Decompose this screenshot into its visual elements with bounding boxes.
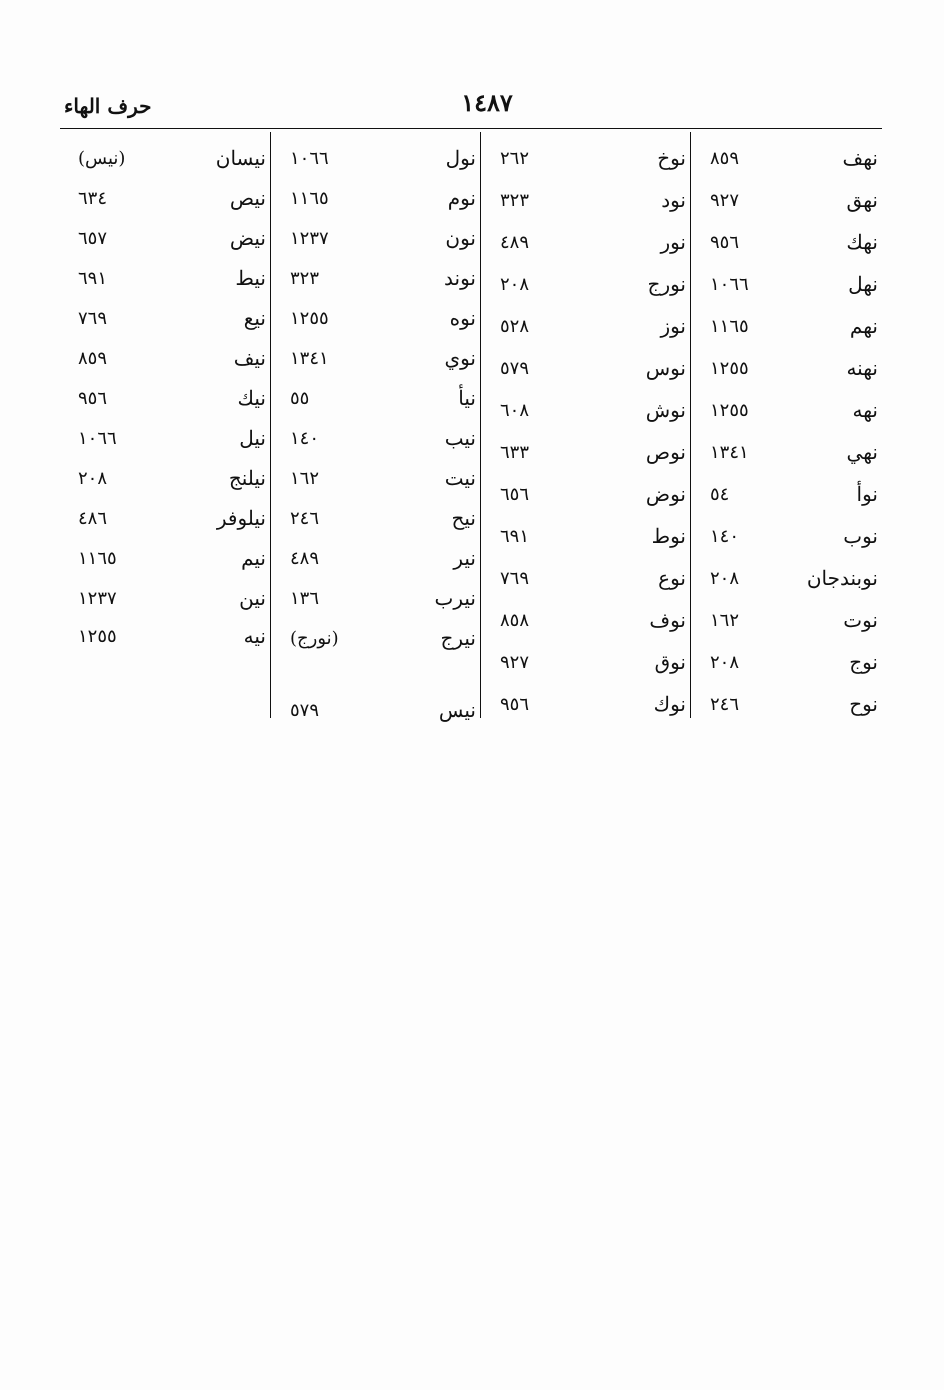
entry-word: نهي xyxy=(846,440,878,464)
entry-word: نوبندجان xyxy=(806,566,878,590)
entry-page: ٣٢٣ xyxy=(290,268,320,289)
entry-word: نيلنج xyxy=(228,466,266,490)
index-entry xyxy=(62,466,270,506)
entry-page: ٥٤ xyxy=(710,484,730,505)
index-entry xyxy=(62,186,270,226)
entry-page: ٤٨٩ xyxy=(500,232,530,253)
entry-word: نيص xyxy=(229,186,266,210)
index-entry xyxy=(272,506,480,546)
entry-page: ٩٥٦ xyxy=(500,694,530,715)
entry-word: نوس xyxy=(645,356,686,380)
entry-page: ١٠٦٦ xyxy=(710,274,749,295)
header-rule xyxy=(60,128,882,129)
entry-page: ١٠٦٦ xyxy=(290,148,329,169)
entry-word: نيط xyxy=(235,266,266,290)
index-entry xyxy=(62,306,270,346)
index-entry xyxy=(482,230,690,270)
index-entry xyxy=(692,566,882,606)
entry-word: نيأ xyxy=(458,386,476,410)
entry-word: نيب xyxy=(444,426,476,450)
index-entry xyxy=(272,698,480,738)
entry-word: نود xyxy=(661,188,686,212)
index-entry xyxy=(692,188,882,228)
entry-word: نهم xyxy=(849,314,878,338)
entry-word: نوط xyxy=(651,524,686,548)
index-entry xyxy=(62,546,270,586)
entry-word: نوب xyxy=(843,524,878,548)
index-entry xyxy=(482,566,690,606)
page-header xyxy=(60,88,884,118)
section-title: حرف الهاء xyxy=(64,94,152,118)
entry-word: نوأ xyxy=(856,482,878,506)
entry-word: نيرب xyxy=(434,586,476,610)
entry-word: نهك xyxy=(846,230,878,254)
entry-page: ٢٠٨ xyxy=(500,274,530,295)
entry-word: نول xyxy=(445,146,476,170)
entry-page: ١٣٦ xyxy=(290,588,320,609)
entry-page: ١٣٤١ xyxy=(290,348,329,369)
entry-page: ١٢٥٥ xyxy=(710,358,749,379)
entry-page: ٨٥٩ xyxy=(710,148,740,169)
entry-word: نيف xyxy=(233,346,266,370)
entry-word: نيل xyxy=(239,426,266,450)
index-entry xyxy=(272,226,480,266)
entry-page: ٦٩١ xyxy=(78,268,108,289)
index-entry xyxy=(482,356,690,396)
entry-word: نهف xyxy=(842,146,878,170)
entry-page: ١٢٥٥ xyxy=(710,400,749,421)
index-entry xyxy=(692,314,882,354)
entry-word: نهه xyxy=(852,398,878,422)
entry-word: نيس xyxy=(438,698,476,722)
entry-word: نيه xyxy=(243,624,266,648)
index-entry xyxy=(482,188,690,228)
entry-page: ٦٩١ xyxy=(500,526,530,547)
entry-word: نير xyxy=(453,546,476,570)
entry-page: ١٢٥٥ xyxy=(290,308,329,329)
entry-word: نوش xyxy=(645,398,686,422)
index-entry xyxy=(692,692,882,732)
index-entry xyxy=(272,546,480,586)
entry-word: نيت xyxy=(444,466,476,490)
index-entry xyxy=(692,608,882,648)
index-entry xyxy=(62,346,270,386)
index-entry xyxy=(482,440,690,480)
index-column-1 xyxy=(692,132,882,720)
entry-page: ١٦٢ xyxy=(710,610,740,631)
entry-word: نيسان xyxy=(215,146,266,170)
entry-word: نيح xyxy=(451,506,476,530)
entry-word: نوخ xyxy=(657,146,686,170)
entry-word: نوه xyxy=(449,306,476,330)
entry-page: ٢٦٢ xyxy=(500,148,530,169)
entry-word: نورج xyxy=(647,272,686,296)
index-entry xyxy=(692,230,882,270)
index-entry xyxy=(482,272,690,312)
entry-word: نيض xyxy=(229,226,266,250)
entry-page: ٦٥٦ xyxy=(500,484,530,505)
entry-page: ٥٢٨ xyxy=(500,316,530,337)
entry-page: ٩٢٧ xyxy=(500,652,530,673)
entry-word: نيرج xyxy=(440,626,476,650)
entry-word: نون xyxy=(445,226,476,250)
index-entry xyxy=(62,266,270,306)
index-entry xyxy=(62,624,270,664)
entry-page: ٦٣٤ xyxy=(78,188,108,209)
index-entry xyxy=(62,586,270,626)
index-entry xyxy=(692,482,882,522)
entry-word: نوف xyxy=(649,608,686,632)
index-entry xyxy=(482,524,690,564)
entry-page: ٥٧٩ xyxy=(290,700,320,721)
index-entry xyxy=(482,692,690,732)
entry-word: نوند xyxy=(444,266,476,290)
index-entry xyxy=(692,356,882,396)
index-entry xyxy=(692,146,882,186)
entry-page: ١١٦٥ xyxy=(710,316,749,337)
index-entry xyxy=(692,272,882,312)
index-entry xyxy=(272,386,480,426)
entry-page: ٢٠٨ xyxy=(710,568,740,589)
index-entry xyxy=(62,506,270,546)
entry-page: ٧٦٩ xyxy=(500,568,530,589)
entry-page: ١١٦٥ xyxy=(290,188,329,209)
entry-page: (نورج) xyxy=(290,628,339,649)
column-divider xyxy=(270,132,271,718)
entry-page: ١٠٦٦ xyxy=(78,428,117,449)
column-divider xyxy=(480,132,481,718)
entry-page: ٦٠٨ xyxy=(500,400,530,421)
entry-word: نوض xyxy=(645,482,686,506)
column-divider xyxy=(690,132,691,718)
entry-page: ١٣٤١ xyxy=(710,442,749,463)
entry-page: ٢٤٦ xyxy=(290,508,320,529)
index-entry xyxy=(272,426,480,466)
entry-page: ٥٥ xyxy=(290,388,310,409)
entry-word: نوق xyxy=(654,650,686,674)
entry-word: نين xyxy=(239,586,266,610)
index-entry xyxy=(272,626,480,666)
index-entry xyxy=(482,146,690,186)
index-entry xyxy=(692,440,882,480)
entry-page: ٦٥٧ xyxy=(78,228,108,249)
entry-page: ٣٢٣ xyxy=(500,190,530,211)
entry-word: نيع xyxy=(243,306,266,330)
index-column-3 xyxy=(272,132,480,720)
index-column-2 xyxy=(482,132,690,720)
index-entry xyxy=(482,650,690,690)
index-entry xyxy=(692,398,882,438)
entry-word: نوع xyxy=(658,566,686,590)
entry-page: ١٢٣٧ xyxy=(78,588,117,609)
entry-page: ٨٥٨ xyxy=(500,610,530,631)
entry-page: ١١٦٥ xyxy=(78,548,117,569)
entry-word: نوت xyxy=(843,608,878,632)
entry-page: ٩٢٧ xyxy=(710,190,740,211)
entry-page: ١٤٠ xyxy=(710,526,740,547)
entry-page: ١٦٢ xyxy=(290,468,320,489)
index-entry xyxy=(272,346,480,386)
entry-word: نيم xyxy=(241,546,266,570)
entry-page: ٢٠٨ xyxy=(710,652,740,673)
index-entry xyxy=(272,146,480,186)
entry-page: ١٢٥٥ xyxy=(78,626,117,647)
entry-word: نهل xyxy=(848,272,878,296)
entry-word: نوج xyxy=(849,650,878,674)
index-entry xyxy=(62,146,270,186)
index-columns xyxy=(62,132,882,732)
entry-page: ٩٥٦ xyxy=(78,388,108,409)
entry-page: ٢٠٨ xyxy=(78,468,108,489)
entry-page: ٥٧٩ xyxy=(500,358,530,379)
entry-page: ٦٣٣ xyxy=(500,442,530,463)
entry-word: نهق xyxy=(846,188,878,212)
entry-word: نيلوفر xyxy=(216,506,266,530)
entry-word: نوك xyxy=(653,692,686,716)
entry-page: ٨٥٩ xyxy=(78,348,108,369)
entry-word: نوص xyxy=(645,440,686,464)
index-entry xyxy=(272,306,480,346)
entry-page: (نيس) xyxy=(78,148,126,169)
entry-page: ٩٥٦ xyxy=(710,232,740,253)
entry-page: ٤٨٩ xyxy=(290,548,320,569)
index-entry xyxy=(482,398,690,438)
index-entry xyxy=(692,524,882,564)
index-entry xyxy=(272,266,480,306)
index-entry xyxy=(482,482,690,522)
index-column-4 xyxy=(62,132,270,720)
index-entry xyxy=(272,186,480,226)
entry-page: ١٢٣٧ xyxy=(290,228,329,249)
index-entry xyxy=(482,608,690,648)
index-entry xyxy=(482,314,690,354)
index-entry xyxy=(62,386,270,426)
entry-word: نور xyxy=(660,230,686,254)
index-entry xyxy=(62,226,270,266)
index-entry xyxy=(62,426,270,466)
entry-page: ١٤٠ xyxy=(290,428,320,449)
entry-word: نوي xyxy=(444,346,476,370)
entry-page: ٢٤٦ xyxy=(710,694,740,715)
entry-word: نوم xyxy=(447,186,476,210)
index-entry xyxy=(692,650,882,690)
entry-word: نوح xyxy=(849,692,878,716)
index-entry xyxy=(272,466,480,506)
entry-page: ٤٨٦ xyxy=(78,508,108,529)
entry-page: ٧٦٩ xyxy=(78,308,108,329)
entry-word: نوز xyxy=(660,314,686,338)
entry-word: نيك xyxy=(237,386,266,410)
page-number: ١٤٨٧ xyxy=(461,88,513,117)
entry-word: نهنه xyxy=(846,356,878,380)
index-entry xyxy=(272,586,480,626)
